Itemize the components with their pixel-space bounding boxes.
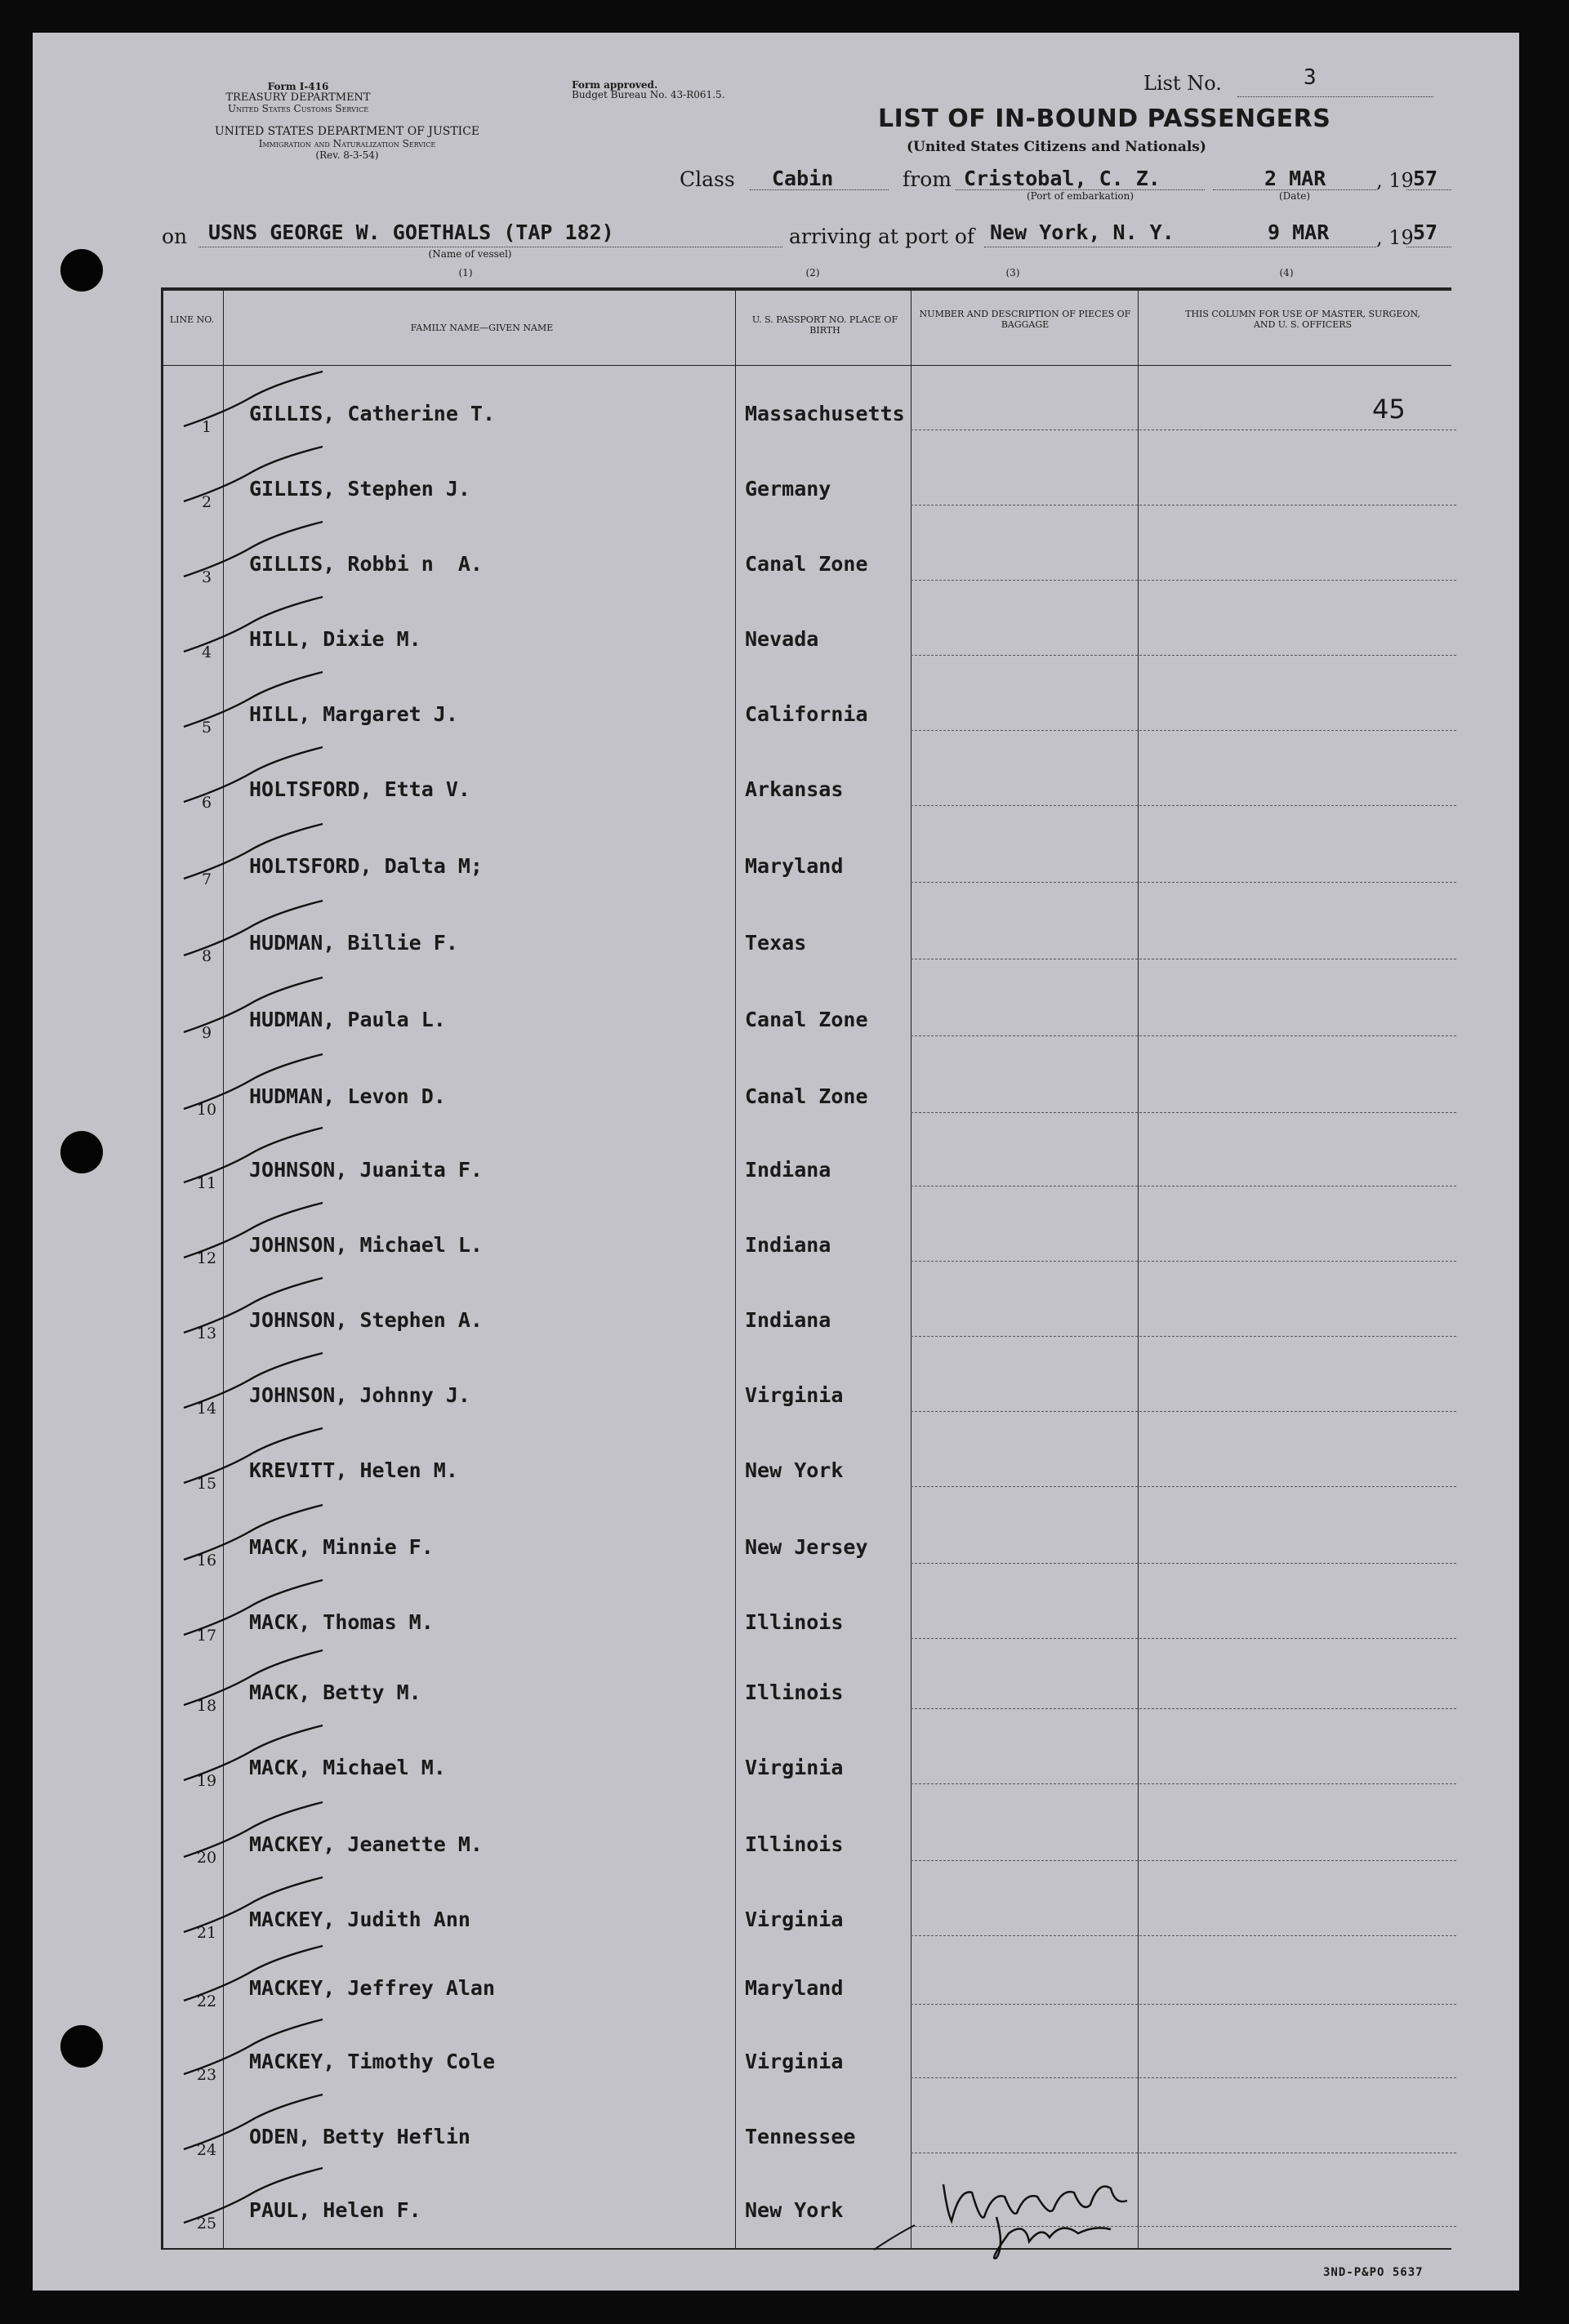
department-of-justice: UNITED STATES DEPARTMENT OF JUSTICE xyxy=(214,125,480,138)
check-mark xyxy=(176,1873,339,1939)
handwritten-signature xyxy=(866,2156,1192,2262)
row-rule xyxy=(911,730,1456,731)
check-mark xyxy=(176,2090,339,2156)
row-rule xyxy=(911,2004,1456,2005)
check-mark xyxy=(176,1274,339,1339)
row-rule xyxy=(911,805,1456,806)
depart-year-prefix: , 19 xyxy=(1376,169,1414,192)
check-mark xyxy=(176,1501,339,1566)
vessel-caption: (Name of vessel) xyxy=(428,248,512,260)
passenger-name: JOHNSON, Johnny J. xyxy=(249,1383,470,1407)
vessel-name: USNS GEORGE W. GOETHALS (TAP 182) xyxy=(208,220,614,244)
place-of-birth: Virginia xyxy=(745,1756,844,1779)
form-revision: (Rev. 8-3-54) xyxy=(315,149,379,161)
check-mark xyxy=(176,1349,339,1414)
row-rule xyxy=(911,655,1456,656)
passenger-name: MACK, Betty M. xyxy=(249,1681,421,1704)
form-number: Form I-416 xyxy=(267,81,329,92)
place-of-birth: Illinois xyxy=(745,1610,844,1634)
ins-service: Immigration and Naturalization Service xyxy=(258,138,436,149)
header-officers: THIS COLUMN FOR USE OF MASTER, SURGEON, AND U. S. OFFICERS xyxy=(1185,309,1420,330)
check-mark xyxy=(176,593,339,658)
line-number: 24 xyxy=(196,2141,217,2159)
row-rule xyxy=(911,1783,1456,1784)
line-number: 22 xyxy=(196,1992,217,2010)
footer-code: 3ND-P&PO 5637 xyxy=(1323,2266,1424,2279)
passenger-name: MACKEY, Jeanette M. xyxy=(249,1832,483,1856)
place-of-birth: Nevada xyxy=(745,627,819,651)
place-of-birth: Arkansas xyxy=(745,777,844,801)
passenger-name: MACKEY, Jeffrey Alan xyxy=(249,1976,496,2000)
passenger-name: JOHNSON, Juanita F. xyxy=(249,1158,483,1182)
place-of-birth: California xyxy=(745,702,868,726)
table-row xyxy=(0,2198,1569,2273)
table-header-rule xyxy=(161,365,1451,366)
check-mark xyxy=(176,1646,339,1712)
line-number: 25 xyxy=(196,2215,217,2233)
row-rule xyxy=(911,1261,1456,1262)
class-label: Class xyxy=(680,167,735,191)
passenger-name: MACK, Michael M. xyxy=(249,1756,446,1779)
check-mark xyxy=(176,2015,339,2081)
line-number: 13 xyxy=(196,1325,217,1342)
check-mark xyxy=(176,1424,339,1489)
line-number: 7 xyxy=(201,870,212,888)
line-number: 14 xyxy=(196,1400,217,1418)
arrival-port: New York, N. Y. xyxy=(990,220,1175,244)
list-no-value: 3 xyxy=(1304,65,1317,90)
row-rule xyxy=(911,1935,1456,1936)
place-of-birth: Illinois xyxy=(745,1832,844,1856)
place-of-birth: Indiana xyxy=(745,1308,831,1332)
passenger-name: GILLIS, Catherine T. xyxy=(249,402,496,425)
check-mark xyxy=(176,668,339,733)
row-rule xyxy=(911,1563,1456,1564)
row-rule xyxy=(911,1708,1456,1709)
line-number: 12 xyxy=(196,1249,217,1267)
budget-bureau: Budget Bureau No. 43-R061.5. xyxy=(572,89,725,100)
col-number-4: (4) xyxy=(1279,267,1294,278)
row-rule xyxy=(911,580,1456,581)
check-mark xyxy=(176,1721,339,1787)
passenger-name: HUDMAN, Paula L. xyxy=(249,1008,446,1031)
page-subtitle: (United States Citizens and Nationals) xyxy=(907,139,1206,155)
check-mark xyxy=(176,1050,339,1115)
line-number: 1 xyxy=(201,418,212,436)
line-number: 11 xyxy=(196,1174,217,1192)
place-of-birth: Virginia xyxy=(745,2050,844,2073)
line-number: 6 xyxy=(201,794,212,812)
line-number: 9 xyxy=(201,1024,212,1042)
passenger-name: GILLIS, Robbi n A. xyxy=(249,552,483,576)
table-top-rule xyxy=(161,287,1451,291)
passenger-name: KREVITT, Helen M. xyxy=(249,1458,458,1482)
form-approved: Form approved. xyxy=(572,79,658,91)
officer-note: 45 xyxy=(1372,394,1406,425)
header-baggage: NUMBER AND DESCRIPTION OF PIECES OF BAGGAGE xyxy=(919,309,1131,330)
passenger-name: HOLTSFORD, Etta V. xyxy=(249,777,470,801)
line-number: 21 xyxy=(196,1924,217,1942)
place-of-birth: Maryland xyxy=(745,1976,844,2000)
passenger-name: MACKEY, Judith Ann xyxy=(249,1908,470,1931)
place-of-birth: New Jersey xyxy=(745,1535,868,1559)
place-of-birth: Illinois xyxy=(745,1681,844,1704)
check-mark xyxy=(176,1798,339,1863)
from-label: from xyxy=(903,167,952,191)
class-value: Cabin xyxy=(772,167,834,190)
passenger-name: MACKEY, Timothy Cole xyxy=(249,2050,496,2073)
row-rule xyxy=(911,882,1456,883)
passenger-name: JOHNSON, Stephen A. xyxy=(249,1308,483,1332)
place-of-birth: Maryland xyxy=(745,854,844,878)
passenger-name: MACK, Minnie F. xyxy=(249,1535,434,1559)
row-rule xyxy=(911,1112,1456,1113)
line-number: 5 xyxy=(201,719,212,737)
embarkation-caption: (Port of embarkation) xyxy=(1026,190,1134,202)
arrival-year: 57 xyxy=(1413,220,1438,244)
line-number: 23 xyxy=(196,2066,217,2084)
check-mark xyxy=(176,820,339,885)
from-value: Cristobal, C. Z. xyxy=(964,167,1161,190)
customs-service: United States Customs Service xyxy=(227,103,369,114)
place-of-birth: Germany xyxy=(745,477,831,501)
arrival-year-prefix: , 19 xyxy=(1376,226,1414,249)
line-number: 20 xyxy=(196,1849,217,1867)
passenger-name: HOLTSFORD, Dalta M; xyxy=(249,854,483,878)
line-number: 19 xyxy=(196,1772,217,1790)
depart-year: 57 xyxy=(1413,167,1438,190)
passenger-name: HILL, Dixie M. xyxy=(249,627,421,651)
arrival-date: 9 MAR xyxy=(1268,220,1330,244)
place-of-birth: New York xyxy=(745,1458,844,1482)
line-number: 18 xyxy=(196,1697,217,1715)
row-rule xyxy=(911,2077,1456,2078)
row-rule xyxy=(911,1486,1456,1487)
place-of-birth: Virginia xyxy=(745,1383,844,1407)
col-number-2: (2) xyxy=(805,267,820,278)
line-number: 17 xyxy=(196,1627,217,1645)
passenger-name: HILL, Margaret J. xyxy=(249,702,458,726)
place-of-birth: New York xyxy=(745,2198,844,2222)
check-mark xyxy=(176,1942,339,2007)
place-of-birth: Virginia xyxy=(745,1908,844,1931)
line-number: 4 xyxy=(201,643,212,661)
binder-hole xyxy=(60,249,103,292)
passenger-name: MACK, Thomas M. xyxy=(249,1610,434,1634)
passenger-name: PAUL, Helen F. xyxy=(249,2198,421,2222)
line-number: 8 xyxy=(201,947,212,965)
check-mark xyxy=(176,743,339,808)
check-mark xyxy=(176,518,339,583)
line-number: 10 xyxy=(196,1101,217,1119)
place-of-birth: Canal Zone xyxy=(745,1084,868,1108)
place-of-birth: Canal Zone xyxy=(745,552,868,576)
depart-date: 2 MAR xyxy=(1264,167,1326,190)
row-rule xyxy=(911,1860,1456,1861)
place-of-birth: Indiana xyxy=(745,1233,831,1257)
check-mark xyxy=(176,897,339,962)
passenger-name: HUDMAN, Levon D. xyxy=(249,1084,446,1108)
check-mark xyxy=(176,1124,339,1189)
place-of-birth: Indiana xyxy=(745,1158,831,1182)
list-no-underline xyxy=(1237,96,1433,97)
check-mark xyxy=(176,1199,339,1264)
place-of-birth: Canal Zone xyxy=(745,1008,868,1031)
check-mark xyxy=(176,973,339,1039)
col-number-3: (3) xyxy=(1005,267,1020,278)
arriving-label: arriving at port of xyxy=(789,225,975,248)
date-caption: (Date) xyxy=(1278,190,1311,202)
row-rule xyxy=(911,1638,1456,1639)
check-mark xyxy=(176,1576,339,1641)
place-of-birth: Massachusetts xyxy=(745,402,905,425)
row-rule xyxy=(911,1336,1456,1337)
on-label: on xyxy=(162,225,188,248)
header-family-name: FAMILY NAME—GIVEN NAME xyxy=(410,323,554,333)
line-number: 3 xyxy=(201,568,212,586)
passenger-name: ODEN, Betty Heflin xyxy=(249,2125,470,2148)
passenger-name: GILLIS, Stephen J. xyxy=(249,477,470,501)
check-mark xyxy=(176,367,339,433)
header-passport: U. S. PASSPORT NO. PLACE OF BIRTH xyxy=(751,314,898,336)
check-mark xyxy=(176,2164,339,2229)
line-number: 16 xyxy=(196,1552,217,1569)
passenger-name: JOHNSON, Michael L. xyxy=(249,1233,483,1257)
header-line-no: LINE NO. xyxy=(169,314,215,325)
place-of-birth: Texas xyxy=(745,931,807,955)
list-no-label: List No. xyxy=(1143,72,1222,95)
row-rule xyxy=(911,1035,1456,1036)
place-of-birth: Tennessee xyxy=(745,2125,856,2148)
page-title: LIST OF IN-BOUND PASSENGERS xyxy=(878,105,1331,133)
line-number: 2 xyxy=(201,493,212,511)
row-rule xyxy=(911,1411,1456,1412)
col-number-1: (1) xyxy=(458,267,473,278)
check-mark xyxy=(176,443,339,508)
passenger-name: HUDMAN, Billie F. xyxy=(249,931,458,955)
line-number: 15 xyxy=(196,1475,217,1493)
treasury-department: TREASURY DEPARTMENT xyxy=(225,91,371,104)
